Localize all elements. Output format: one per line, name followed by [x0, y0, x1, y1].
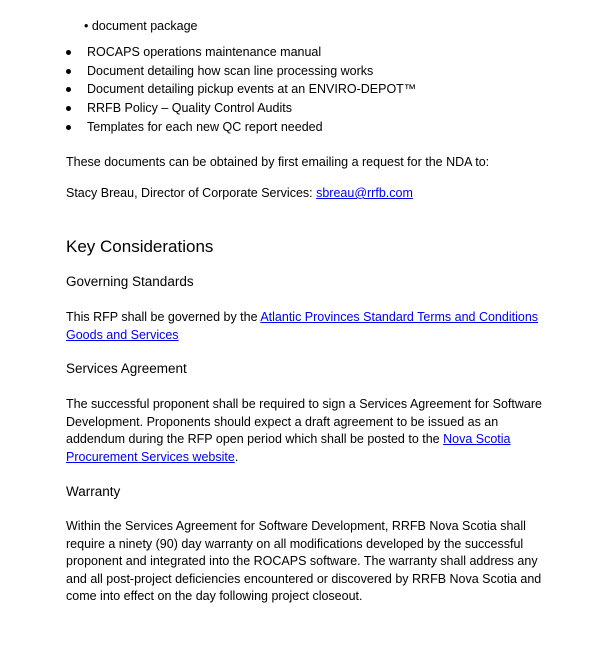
list-item: RRFB Policy – Quality Control Audits: [66, 99, 416, 118]
terms-link-continued[interactable]: Goods and Services: [66, 327, 179, 342]
list-item: Templates for each new QC report needed: [66, 118, 416, 137]
terms-link[interactable]: Atlantic Provinces Standard Terms and Conditions: [260, 310, 539, 324]
subheading-services-agreement: Services Agreement: [66, 361, 187, 376]
cut-line-text: • document package: [84, 19, 198, 33]
bullet-icon: [66, 106, 71, 111]
governing-paragraph: [66, 309, 546, 344]
list-item: Document detailing how scan line processing works: [66, 62, 416, 81]
bullet-icon: [66, 125, 71, 130]
procurement-link[interactable]: Nova Scotia: [443, 432, 511, 447]
warranty-paragraph: Within the Services Agreement for Software Development, RRFB Nova Scotia shall require a ninety (90) day warranty on all modifications developed by the successful proponent and integrated into the ROCAPS software. The warranty shall address any and all post-project deficiencies encountered or discovered by RRFB Nova Scotia and come into effect on the day following project closeout.: [66, 519, 542, 604]
nda-intro: These documents can be obtained by first emailing a request for the NDA to:: [66, 155, 490, 169]
subheading-governing-standards: Governing Standards: [66, 274, 194, 289]
bullet-icon: [66, 50, 71, 55]
bullet-icon: [66, 87, 71, 92]
contact-prefix: Stacy Breau, Director of Corporate Services:: [66, 186, 317, 200]
section-heading-key-considerations: Key Considerations: [66, 237, 214, 256]
list-item: ROCAPS operations maintenance manual: [66, 43, 416, 62]
bullet-icon: [66, 69, 71, 74]
list-item: Document detailing pickup events at an ENVIRO-DEPOT™: [66, 80, 416, 99]
procurement-link-continued[interactable]: Procurement Services website: [66, 449, 235, 464]
previous-page-cut-line: [84, 19, 198, 36]
contact-line: [66, 185, 546, 203]
services-paragraph: The successful proponent shall be required to sign a Services Agreement for Software Development. Proponents should expect a draft agreement to be issued as an addendum during the RFP open period which shall be posted to the Nova Scotia Procurement Services website.: [66, 397, 542, 464]
email-link[interactable]: sbreau@rrfb.com: [316, 186, 413, 200]
subheading-warranty: Warranty: [66, 484, 121, 499]
document-list: [66, 43, 416, 137]
governing-text: This RFP shall be governed by the: [66, 310, 261, 324]
